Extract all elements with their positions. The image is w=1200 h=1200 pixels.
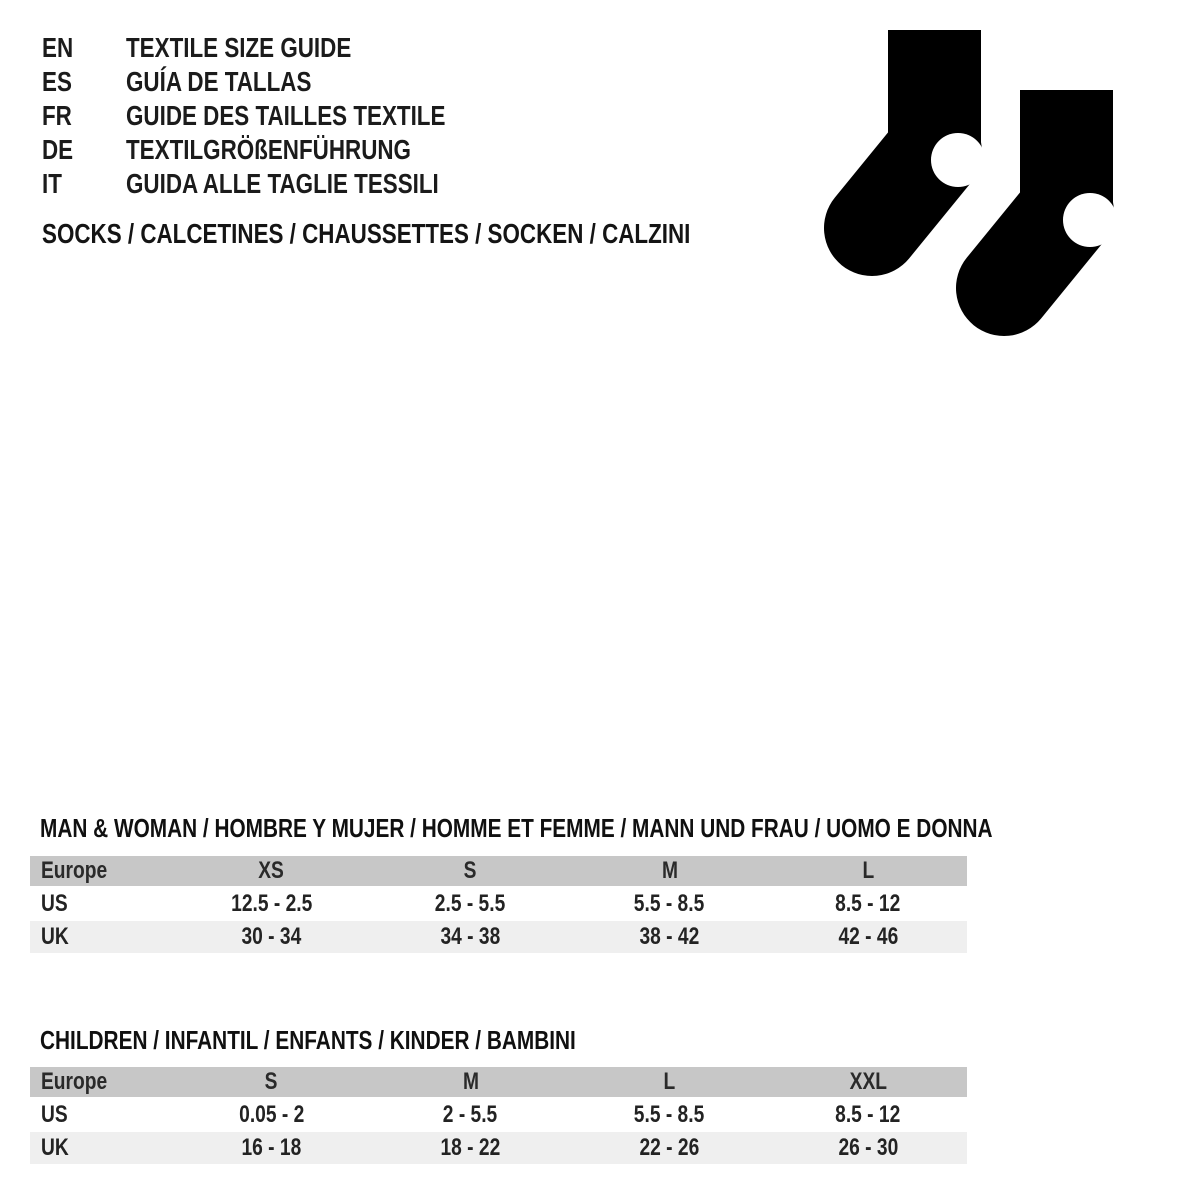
- children-size-table: [30, 1067, 967, 1164]
- table-row-uk: [30, 921, 967, 953]
- size-value: 42 - 46: [769, 921, 967, 953]
- size-value: 26 - 30: [769, 1132, 967, 1164]
- guide-title-fr: GUIDE DES TAILLES TEXTILE: [125, 100, 446, 131]
- language-row-en: [42, 31, 525, 65]
- guide-title-en: TEXTILE SIZE GUIDE: [125, 32, 352, 63]
- language-code: ES: [42, 66, 72, 97]
- guide-title-de: TEXTILGRÖßENFÜHRUNG: [125, 134, 411, 165]
- header-cell-region: Europe: [30, 856, 172, 886]
- language-code: DE: [42, 134, 74, 165]
- language-row-de: [42, 133, 525, 167]
- size-value: 18 - 22: [371, 1132, 570, 1164]
- language-row-it: [42, 167, 525, 201]
- size-value: 12.5 - 2.5: [172, 886, 371, 921]
- table-header-row: [30, 856, 967, 886]
- header-cell-size-m: M: [371, 1067, 570, 1097]
- size-value: 0.05 - 2: [172, 1097, 371, 1132]
- header-cell-size-s: S: [371, 856, 570, 886]
- language-code: FR: [42, 100, 72, 131]
- category-line-text: SOCKS / CALCETINES / CHAUSSETTES / SOCKEN / CALZINI: [42, 218, 691, 249]
- guide-title-it: GUIDA ALLE TAGLIE TESSILI: [125, 168, 439, 199]
- table-row-us: [30, 886, 967, 921]
- socks-icon: [820, 30, 1114, 338]
- size-value: 30 - 34: [172, 921, 371, 953]
- header-cell-size-l: L: [570, 1067, 769, 1097]
- guide-title-es: GUÍA DE TALLAS: [125, 66, 312, 97]
- size-value: 5.5 - 8.5: [570, 1097, 769, 1132]
- man-woman-title-text: MAN & WOMAN / HOMBRE Y MUJER / HOMME ET FEMME / MANN UND FRAU / UOMO E DONNA: [40, 813, 993, 843]
- header-cell-size-l: L: [769, 856, 967, 886]
- header-cell-size-xxl: XXL: [769, 1067, 967, 1097]
- table-row-us: [30, 1097, 967, 1132]
- language-title-list: [42, 31, 525, 201]
- man-woman-section-title: [40, 814, 1200, 842]
- sock-right-icon: [1004, 90, 1114, 288]
- header-cell-region: Europe: [30, 1067, 172, 1097]
- children-title-text: CHILDREN / INFANTIL / ENFANTS / KINDER / BAMBINI: [40, 1025, 576, 1055]
- size-value: 16 - 18: [172, 1132, 371, 1164]
- header-cell-size-m: M: [570, 856, 769, 886]
- size-value: 2.5 - 5.5: [371, 886, 570, 921]
- size-value: 8.5 - 12: [769, 1097, 967, 1132]
- language-row-fr: [42, 99, 525, 133]
- language-code: IT: [42, 168, 62, 199]
- size-value: 38 - 42: [570, 921, 769, 953]
- header-cell-size-xs: XS: [172, 856, 371, 886]
- size-value: 34 - 38: [371, 921, 570, 953]
- size-value: 5.5 - 8.5: [570, 886, 769, 921]
- size-value: 22 - 26: [570, 1132, 769, 1164]
- sock-left-icon: [872, 30, 985, 228]
- man-woman-size-table: [30, 856, 967, 953]
- row-label: UK: [30, 1132, 172, 1164]
- language-code: EN: [42, 32, 74, 63]
- size-value: 8.5 - 12: [769, 886, 967, 921]
- children-section-title: [40, 1026, 710, 1054]
- table-header-row: [30, 1067, 967, 1097]
- table-row-uk: [30, 1132, 967, 1164]
- header-cell-size-s: S: [172, 1067, 371, 1097]
- row-label: US: [30, 886, 172, 921]
- size-value: 2 - 5.5: [371, 1097, 570, 1132]
- row-label: US: [30, 1097, 172, 1132]
- row-label: UK: [30, 921, 172, 953]
- language-row-es: [42, 65, 525, 99]
- category-line: [42, 217, 853, 251]
